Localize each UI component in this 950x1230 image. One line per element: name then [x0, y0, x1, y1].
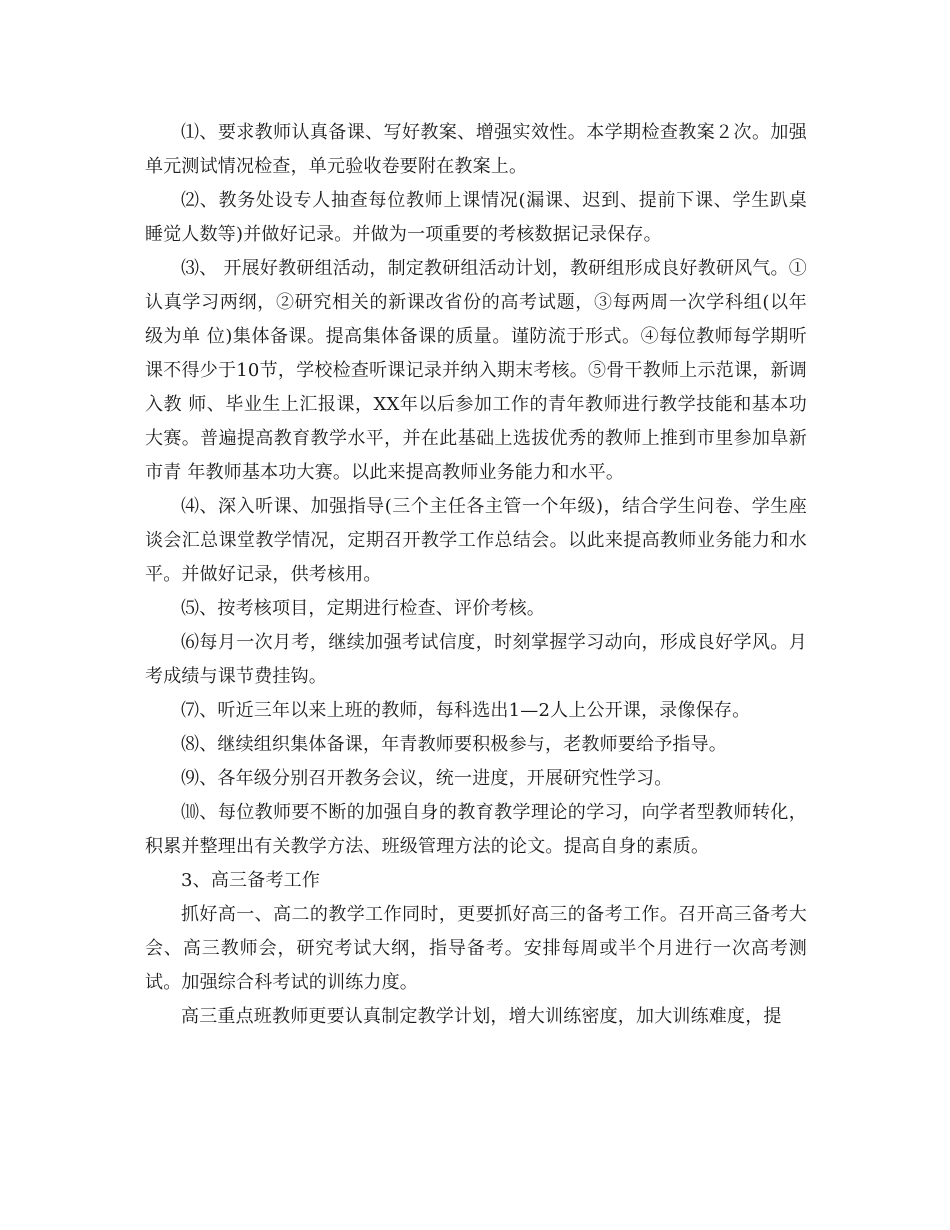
paragraph-2: ⑵、教务处设专人抽查每位教师上课情况(漏课、迟到、提前下课、学生趴桌睡觉人数等)并做好记录。并做为一项重要的考核数据记录保存。 [145, 190, 807, 245]
paragraph-5: ⑸、按考核项目，定期进行检查、评价考核。 [181, 598, 545, 619]
paragraph-12: 高三重点班教师更要认真制定教学计划，增大训练密度，加大训练难度，提 [181, 1006, 782, 1027]
document-body [145, 116, 807, 1034]
paragraph-4: ⑷、深入听课、加强指导(三个主任各主管一个年级)，结合学生问卷、学生座谈会汇总课堂教学情况，定期召开教学工作总结会。以此来提高教师业务能力和水平。并做好记录，供考核用。 [145, 496, 807, 585]
paragraph-10: ⑽、每位教师要不断的加强自身的教育教学理论的学习，向学者型教师转化，积累并整理出有关教学方法、班级管理方法的论文。提高自身的素质。 [145, 802, 807, 857]
paragraph-7: ⑺、听近三年以来上班的教师，每科选出1—2人上公开课，录像保存。 [181, 700, 751, 721]
paragraph-6: ⑹每月一次月考，继续加强考试信度，时刻掌握学习动向，形成良好学风。月考成绩与课节费挂钩。 [145, 632, 807, 687]
paragraph-11: 抓好高一、高二的教学工作同时，更要抓好高三的备考工作。召开高三备考大会、高三教师会，研究考试大纲，指导备考。安排每周或半个月进行一次高考测试。加强综合科考试的训练力度。 [145, 904, 807, 993]
paragraph-9: ⑼、各年级分别召开教务会议，统一进度，开展研究性学习。 [181, 768, 673, 789]
paragraph-3: ⑶、 开展好教研组活动，制定教研组活动计划，教研组形成良好教研风气。①认真学习两纲，②研究相关的新课改省份的高考试题，③每两周一次学科组(以年级为单 位)集体备课。提高集体备课的质量。谨防流于形式。④每位教师每学期听课不得少于10节，学校检查听课记录并纳入期末考核。⑤骨干教师上示范课，新调入教 师、毕业生上汇报课，XX年以后参加工作的青年教师进行教学技能和基本功大赛。普遍提高教育教学水平，并在此基础上选拔优秀的教师上推到市里参加阜新市青 年教师基本功大赛。以此来提高教师业务能力和水平。 [145, 258, 807, 483]
paragraph-8: ⑻、继续组织集体备课，年青教师要积极参与，老教师要给予指导。 [181, 734, 727, 755]
paragraph-1: ⑴、要求教师认真备课、写好教案、增强实效性。本学期检查教案２次。加强单元测试情况检查，单元验收卷要附在教案上。 [145, 122, 807, 177]
section-heading: 3、高三备考工作 [181, 870, 321, 891]
